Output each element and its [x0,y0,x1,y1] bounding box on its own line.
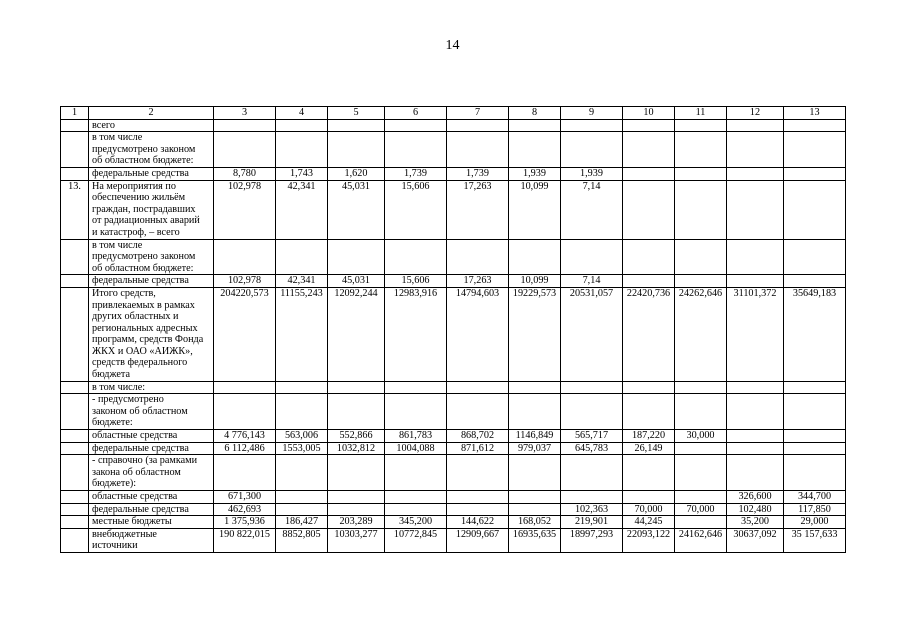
value-cell [214,119,276,132]
column-header: 3 [214,107,276,120]
value-cell [509,119,561,132]
value-cell [328,119,385,132]
value-cell: 186,427 [276,516,328,529]
row-label-cell: Итого средств, привлекаемых в рамках других областных и региональных адресных программ, средств Фонда ЖКХ и ОАО «АИЖК», средств федерального бюджета [89,287,214,381]
value-cell [509,503,561,516]
value-cell [385,394,447,430]
value-cell [214,394,276,430]
table-row [61,516,846,529]
value-cell [675,119,727,132]
row-label-cell: федеральные средства [89,442,214,455]
value-cell [561,381,623,394]
value-cell [675,491,727,504]
value-cell: 1032,812 [328,442,385,455]
row-number-cell [61,516,89,529]
value-cell [509,381,561,394]
row-label-cell: федеральные средства [89,167,214,180]
value-cell [328,455,385,491]
value-cell [623,239,675,275]
value-cell: 117,850 [784,503,846,516]
value-cell [784,119,846,132]
value-cell: 1004,088 [385,442,447,455]
value-cell: 10,099 [509,275,561,288]
value-cell [784,239,846,275]
value-cell: 26,149 [623,442,675,455]
value-cell: 1,739 [385,167,447,180]
value-cell [623,132,675,168]
value-cell [385,491,447,504]
value-cell: 671,300 [214,491,276,504]
value-cell: 326,600 [727,491,784,504]
value-cell: 22420,736 [623,287,675,381]
column-header: 12 [727,107,784,120]
row-number-cell [61,167,89,180]
row-label-cell: - справочно (за рамками закона об областном бюджете): [89,455,214,491]
value-cell [784,381,846,394]
value-cell [447,381,509,394]
table-row [61,132,846,168]
value-cell: 190 822,015 [214,528,276,552]
value-cell [509,394,561,430]
value-cell: 15,606 [385,275,447,288]
value-cell [276,132,328,168]
value-cell: 1553,005 [276,442,328,455]
value-cell: 45,031 [328,275,385,288]
value-cell [675,275,727,288]
value-cell: 17,263 [447,275,509,288]
value-cell [447,503,509,516]
value-cell: 144,622 [447,516,509,529]
value-cell: 1,939 [561,167,623,180]
value-cell [276,381,328,394]
value-cell: 29,000 [784,516,846,529]
value-cell [214,239,276,275]
value-cell: 552,866 [328,430,385,443]
row-number-cell [61,503,89,516]
value-cell [784,132,846,168]
value-cell: 30637,092 [727,528,784,552]
value-cell: 15,606 [385,180,447,239]
value-cell [276,491,328,504]
value-cell: 1,939 [509,167,561,180]
value-cell [675,394,727,430]
value-cell [623,119,675,132]
table-row [61,442,846,455]
value-cell: 102,978 [214,275,276,288]
value-cell [385,455,447,491]
value-cell: 645,783 [561,442,623,455]
value-cell: 22093,122 [623,528,675,552]
value-cell [623,180,675,239]
value-cell [623,394,675,430]
column-header: 7 [447,107,509,120]
row-label-cell: федеральные средства [89,503,214,516]
value-cell: 1,620 [328,167,385,180]
column-header: 2 [89,107,214,120]
value-cell: 979,037 [509,442,561,455]
value-cell: 8852,805 [276,528,328,552]
value-cell [509,455,561,491]
value-cell: 345,200 [385,516,447,529]
value-cell: 462,693 [214,503,276,516]
value-cell [214,381,276,394]
value-cell [675,442,727,455]
value-cell [561,132,623,168]
row-number-cell [61,455,89,491]
value-cell [447,491,509,504]
value-cell [385,381,447,394]
value-cell: 102,978 [214,180,276,239]
value-cell [623,381,675,394]
value-cell [276,239,328,275]
value-cell [561,239,623,275]
value-cell: 45,031 [328,180,385,239]
value-cell [675,132,727,168]
value-cell: 565,717 [561,430,623,443]
value-cell: 1,743 [276,167,328,180]
row-label-cell: в том числе: [89,381,214,394]
table-row [61,167,846,180]
value-cell [623,275,675,288]
value-cell [784,394,846,430]
value-cell [727,119,784,132]
column-header: 11 [675,107,727,120]
value-cell: 12983,916 [385,287,447,381]
row-number-cell [61,430,89,443]
value-cell: 168,052 [509,516,561,529]
row-number-cell [61,275,89,288]
value-cell: 24262,646 [675,287,727,381]
table-row [61,528,846,552]
value-cell: 20531,057 [561,287,623,381]
value-cell: 7,14 [561,180,623,239]
row-label-cell: в том числе предусмотрено законом об областном бюджете: [89,239,214,275]
table-row [61,455,846,491]
table-row [61,503,846,516]
page-number: 14 [445,38,460,53]
column-header: 5 [328,107,385,120]
value-cell: 7,14 [561,275,623,288]
row-number-cell [61,394,89,430]
row-label-cell: федеральные средства [89,275,214,288]
value-cell: 871,612 [447,442,509,455]
value-cell [623,167,675,180]
value-cell [727,180,784,239]
value-cell: 16935,635 [509,528,561,552]
value-cell: 6 112,486 [214,442,276,455]
table-header-row [61,107,846,120]
value-cell [727,381,784,394]
value-cell [509,239,561,275]
budget-table [60,106,846,553]
value-cell [675,516,727,529]
value-cell [509,132,561,168]
row-number-cell [61,287,89,381]
table-row [61,430,846,443]
value-cell: 70,000 [675,503,727,516]
value-cell: 563,006 [276,430,328,443]
row-label-cell: внебюджетные источники [89,528,214,552]
value-cell [214,132,276,168]
column-header: 9 [561,107,623,120]
value-cell: 102,363 [561,503,623,516]
value-cell [385,119,447,132]
value-cell [447,119,509,132]
column-header: 1 [61,107,89,120]
value-cell: 18997,293 [561,528,623,552]
value-cell: 203,289 [328,516,385,529]
value-cell: 42,341 [276,180,328,239]
value-cell: 1,739 [447,167,509,180]
value-cell [675,180,727,239]
table-row [61,239,846,275]
value-cell [328,132,385,168]
value-cell [784,167,846,180]
value-cell: 70,000 [623,503,675,516]
value-cell: 219,901 [561,516,623,529]
value-cell [675,381,727,394]
value-cell: 1 375,936 [214,516,276,529]
table-row [61,394,846,430]
row-number-cell [61,491,89,504]
value-cell [727,167,784,180]
row-label-cell: областные средства [89,491,214,504]
value-cell: 4 776,143 [214,430,276,443]
value-cell: 44,245 [623,516,675,529]
value-cell: 42,341 [276,275,328,288]
value-cell: 102,480 [727,503,784,516]
value-cell [328,239,385,275]
value-cell [385,239,447,275]
row-label-cell: - предусмотрено законом об областном бюджете: [89,394,214,430]
value-cell: 344,700 [784,491,846,504]
value-cell: 24162,646 [675,528,727,552]
column-header: 10 [623,107,675,120]
value-cell [675,167,727,180]
value-cell: 17,263 [447,180,509,239]
value-cell: 187,220 [623,430,675,443]
value-cell [328,491,385,504]
value-cell [784,430,846,443]
table-row [61,275,846,288]
row-number-cell [61,132,89,168]
value-cell: 12092,244 [328,287,385,381]
value-cell [447,132,509,168]
value-cell [561,455,623,491]
value-cell [623,455,675,491]
row-number-cell [61,381,89,394]
value-cell: 10,099 [509,180,561,239]
row-label-cell: всего [89,119,214,132]
table-row [61,491,846,504]
value-cell [276,394,328,430]
value-cell [623,491,675,504]
value-cell [784,180,846,239]
value-cell [509,491,561,504]
column-header: 8 [509,107,561,120]
value-cell [727,132,784,168]
value-cell: 35 157,633 [784,528,846,552]
value-cell: 12909,667 [447,528,509,552]
row-number-cell [61,119,89,132]
value-cell: 19229,573 [509,287,561,381]
value-cell [276,119,328,132]
value-cell: 35,200 [727,516,784,529]
value-cell [675,455,727,491]
column-header: 6 [385,107,447,120]
row-label-cell: На мероприятия по обеспечению жильём граждан, пострадавших от радиационных аварий и катастроф, – всего [89,180,214,239]
value-cell [561,394,623,430]
value-cell [727,455,784,491]
value-cell [385,503,447,516]
value-cell: 35649,183 [784,287,846,381]
value-cell: 14794,603 [447,287,509,381]
row-label-cell: областные средства [89,430,214,443]
value-cell [276,455,328,491]
table-row [61,381,846,394]
value-cell: 10772,845 [385,528,447,552]
row-number-cell [61,239,89,275]
value-cell [447,239,509,275]
row-label-cell: в том числе предусмотрено законом об областном бюджете: [89,132,214,168]
value-cell [727,430,784,443]
value-cell: 1146,849 [509,430,561,443]
row-label-cell: местные бюджеты [89,516,214,529]
value-cell: 204220,573 [214,287,276,381]
value-cell [675,239,727,275]
value-cell: 868,702 [447,430,509,443]
value-cell: 30,000 [675,430,727,443]
value-cell: 8,780 [214,167,276,180]
value-cell [784,455,846,491]
value-cell [561,491,623,504]
table-row [61,119,846,132]
row-number-cell [61,442,89,455]
value-cell [328,394,385,430]
column-header: 4 [276,107,328,120]
row-number-cell: 13. [61,180,89,239]
value-cell: 10303,277 [328,528,385,552]
value-cell [447,455,509,491]
value-cell [727,442,784,455]
value-cell [727,275,784,288]
value-cell [276,503,328,516]
value-cell [328,503,385,516]
value-cell [447,394,509,430]
value-cell [385,132,447,168]
value-cell [561,119,623,132]
table-row [61,180,846,239]
column-header: 13 [784,107,846,120]
value-cell: 11155,243 [276,287,328,381]
row-number-cell [61,528,89,552]
value-cell [727,394,784,430]
value-cell: 861,783 [385,430,447,443]
value-cell: 31101,372 [727,287,784,381]
value-cell [784,275,846,288]
value-cell [328,381,385,394]
value-cell [784,442,846,455]
value-cell [214,455,276,491]
value-cell [727,239,784,275]
table-row [61,287,846,381]
